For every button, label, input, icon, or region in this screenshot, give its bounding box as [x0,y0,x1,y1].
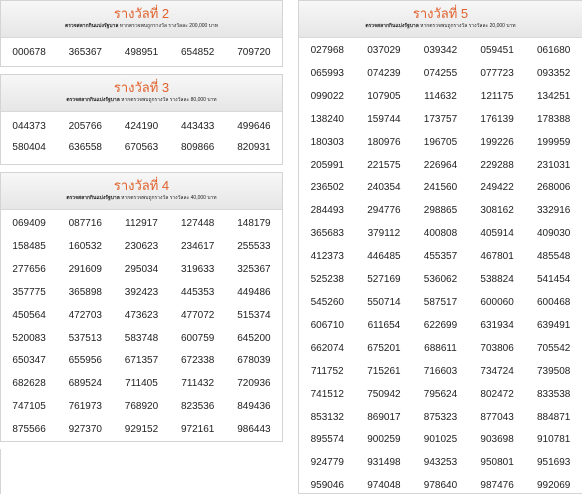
lottery-number: 087716 [68,218,102,229]
lottery-number: 325367 [237,263,271,275]
prize-5-title: รางวัลที่ 5 [412,6,469,21]
lottery-number: 583748 [124,332,159,344]
lottery-number: 720936 [237,378,271,390]
lottery-number: 424190 [124,121,159,132]
lottery-number: 833538 [537,388,571,400]
lottery-number: 498951 [124,47,159,58]
lottery-number: 180303 [310,136,344,148]
lottery-number: 298865 [423,205,458,217]
lottery-number: 400808 [423,228,458,240]
lottery-number: 682628 [12,378,46,390]
lottery-number: 875566 [12,424,46,436]
lottery-number: 931498 [367,457,401,469]
lottery-number: 093352 [537,67,571,79]
lottery-number: 039342 [423,45,458,56]
lottery-number: 158485 [12,240,46,252]
lottery-number: 611654 [367,319,401,331]
lottery-number: 987476 [480,480,514,492]
lottery-number: 645200 [237,332,271,344]
lottery-number: 485548 [537,251,571,263]
lottery-number: 455357 [423,251,458,263]
lottery-number: 527169 [367,274,401,286]
lottery-number: 761973 [68,401,102,413]
lottery-number: 180976 [367,136,401,148]
lottery-number: 160532 [68,240,102,252]
prize-5-panel [298,0,582,494]
lottery-number: 884871 [537,411,571,423]
lottery-number: 199959 [537,136,571,148]
lottery-number: 114632 [424,90,457,102]
prize-2-header [1,1,282,38]
lottery-number: 127448 [181,218,215,229]
lottery-number: 159744 [367,113,401,125]
lottery-number: 295034 [124,263,159,275]
prize-2-panel [0,0,283,67]
lottery-number: 927370 [68,424,102,436]
lottery-number: 525238 [310,274,344,286]
lottery-number: 550714 [367,296,401,308]
prize-4-number-grid [1,210,282,442]
lottery-number: 709720 [237,47,271,58]
lottery-number: 319633 [181,263,215,275]
lottery-number: 849436 [237,401,271,413]
lottery-number: 241560 [423,182,458,194]
lottery-number: 705542 [537,342,571,354]
lottery-number: 869017 [367,411,401,423]
lottery-number: 678039 [237,355,271,367]
lottery-number: 176139 [480,113,514,125]
lottery-number: 802472 [480,388,514,400]
lottery-number: 910781 [537,434,571,446]
lottery-number: 255533 [237,240,271,252]
lottery-number: 747105 [12,401,46,413]
lottery-number: 711405 [125,378,158,390]
prize-2-subtitle-rest: หากตรวจพบถูกรางวัล รางวัลละ 200,000 บาท [119,23,218,29]
prize-5-subtitle-rest: หากตรวจพบถูกรางวัล รางวัลละ 20,000 บาท [420,23,516,29]
lottery-number: 520083 [12,332,46,344]
lottery-number: 711432 [181,378,215,390]
prize-3-number-grid [1,112,282,158]
prize-2-title: รางวัลที่ 2 [113,6,170,21]
lottery-number: 650347 [12,355,46,367]
lottery-number: 515374 [237,309,271,321]
lottery-number: 950801 [480,457,514,469]
lottery-number: 392423 [124,286,159,298]
lottery-number: 795624 [423,388,458,400]
lottery-number: 538824 [480,274,514,286]
lottery-number: 671357 [124,355,159,367]
prize-2-subtitle-bold: ตรวจสลากกินแบ่งรัฐบาล [64,23,119,29]
lottery-number: 541454 [537,274,571,286]
lottery-number: 820931 [237,142,271,153]
lottery-number: 545260 [310,296,344,308]
lottery-number: 715261 [367,365,401,377]
lottery-number: 734724 [480,365,514,377]
lottery-number: 473623 [124,309,159,321]
lottery-number: 467801 [480,251,514,263]
lottery-number: 077723 [480,67,514,79]
lottery-number: 903698 [480,434,514,446]
lottery-number: 069409 [12,218,46,229]
lottery-number: 061680 [537,45,571,56]
lottery-number: 332916 [537,205,571,217]
prize-5-number-grid [299,38,582,498]
lottery-number: 236502 [310,182,344,194]
prize-3-subtitle [1,97,282,104]
lottery-number: 443433 [181,121,215,132]
lottery-number: 477072 [181,309,215,321]
prize-4-subtitle [1,195,282,202]
lottery-number: 951693 [537,457,571,469]
lottery-number: 654852 [181,47,215,58]
lottery-number: 059451 [480,45,514,56]
lottery-number: 291609 [68,263,102,275]
lottery-number: 655956 [68,355,102,367]
lottery-number: 044373 [12,121,46,132]
lottery-number: 901025 [423,434,458,446]
lottery-number: 924779 [310,457,344,469]
lottery-number: 711752 [310,365,344,377]
lottery-number: 537513 [68,332,102,344]
lottery-number: 716603 [423,365,458,377]
lottery-number: 943253 [423,457,458,469]
lottery-number: 405914 [480,228,514,240]
lottery-number: 284493 [310,205,344,217]
lottery-number: 600759 [181,332,215,344]
prize-4-panel [0,172,283,442]
prize-5-subtitle [299,23,582,30]
lottery-number: 974048 [367,480,401,492]
prize-4-subtitle-rest: หากตรวจพบถูกรางวัล รางวัลละ 40,000 บาท [121,195,217,201]
lottery-number: 636558 [68,142,102,153]
lottery-number: 196705 [423,136,458,148]
lottery-number: 065993 [310,67,344,79]
lottery-number: 639491 [537,319,571,331]
lottery-number: 268006 [537,182,571,194]
lottery-number: 750942 [367,388,401,400]
lottery-number: 853132 [310,411,344,423]
lottery-number: 205766 [68,121,102,132]
lottery-number: 234617 [181,240,215,252]
lottery-number: 231031 [537,159,571,171]
lottery-number: 074255 [423,67,458,79]
lottery-number: 672338 [181,355,215,367]
lottery-number: 877043 [480,411,514,423]
lottery-number: 986443 [237,424,271,436]
prize-3-subtitle-bold: ตรวจสลากกินแบ่งรัฐบาล [66,97,120,103]
lottery-number: 631934 [480,319,514,331]
lottery-number: 445353 [181,286,215,298]
lottery-number: 221575 [367,159,401,171]
prize-3-title: รางวัลที่ 3 [113,80,170,95]
lottery-number: 037029 [367,45,401,56]
lottery-number: 027968 [310,45,344,56]
lottery-number: 277656 [12,263,46,275]
lottery-number: 074239 [367,67,401,79]
lottery-number: 134251 [537,90,571,102]
lottery-number: 768920 [124,401,159,413]
lottery-number: 365367 [68,47,102,58]
lottery-number: 703806 [480,342,514,354]
lottery-number: 741512 [310,388,344,400]
lottery-number: 308162 [480,205,514,217]
lottery-number: 675201 [367,342,401,354]
lottery-number: 148179 [237,218,271,229]
lottery-number: 823536 [181,401,215,413]
lottery-number: 450564 [12,309,46,321]
lottery-number: 449486 [237,286,271,298]
lottery-number: 112917 [125,218,158,229]
lottery-number: 365683 [310,228,344,240]
prize-2-subtitle [1,23,282,30]
lottery-number: 622699 [423,319,458,331]
lottery-number: 409030 [537,228,571,240]
prize-3-panel [0,74,283,165]
prize-5-header [299,1,582,38]
lottery-number: 580404 [12,142,46,153]
lottery-number: 875323 [423,411,458,423]
lottery-number: 472703 [68,309,102,321]
lottery-number: 606710 [310,319,344,331]
lottery-number: 600468 [537,296,571,308]
lottery-number: 688611 [424,342,457,354]
lottery-number: 446485 [367,251,401,263]
lottery-number: 929152 [124,424,159,436]
lottery-number: 739508 [537,365,571,377]
lottery-number: 992069 [537,480,571,492]
prize-4-title: รางวัลที่ 4 [113,178,170,193]
lottery-number: 499646 [237,121,271,132]
lottery-number: 959046 [310,480,344,492]
lottery-number: 107905 [367,90,401,102]
lottery-number: 173757 [423,113,458,125]
lottery-number: 900259 [367,434,401,446]
lottery-number: 199226 [480,136,514,148]
lottery-number: 240354 [367,182,401,194]
lottery-number: 099022 [310,90,344,102]
lottery-number: 895574 [310,434,344,446]
lottery-number: 536062 [423,274,458,286]
prize-2-number-grid [1,38,282,63]
lottery-number: 972161 [181,424,215,436]
lottery-number: 178388 [537,113,571,125]
lottery-number: 689524 [68,378,102,390]
lottery-number: 809866 [181,142,215,153]
lottery-number: 229288 [480,159,514,171]
lottery-number: 357775 [12,286,46,298]
lottery-number: 587517 [423,296,458,308]
next-panel-edge [0,449,1,494]
prize-5-subtitle-bold: ตรวจสลากกินแบ่งรัฐบาล [365,23,419,29]
lottery-number: 230623 [124,240,159,252]
prize-3-subtitle-rest: หากตรวจพบถูกรางวัล รางวัลละ 80,000 บาท [121,97,217,103]
lottery-number: 121175 [480,90,514,102]
lottery-number: 294776 [367,205,401,217]
lottery-number: 138240 [310,113,344,125]
lottery-number: 249422 [480,182,514,194]
lottery-number: 600060 [480,296,514,308]
lottery-number: 379112 [367,228,401,240]
lottery-number: 000678 [12,47,46,58]
lottery-number: 662074 [310,342,344,354]
lottery-number: 226964 [423,159,458,171]
lottery-number: 365898 [68,286,102,298]
lottery-number: 670563 [124,142,159,153]
lottery-number: 978640 [423,480,458,492]
prize-4-subtitle-bold: ตรวจสลากกินแบ่งรัฐบาล [66,195,120,201]
prize-4-header [1,173,282,210]
prize-3-header [1,75,282,112]
lottery-number: 205991 [310,159,344,171]
lottery-number: 412373 [310,251,344,263]
